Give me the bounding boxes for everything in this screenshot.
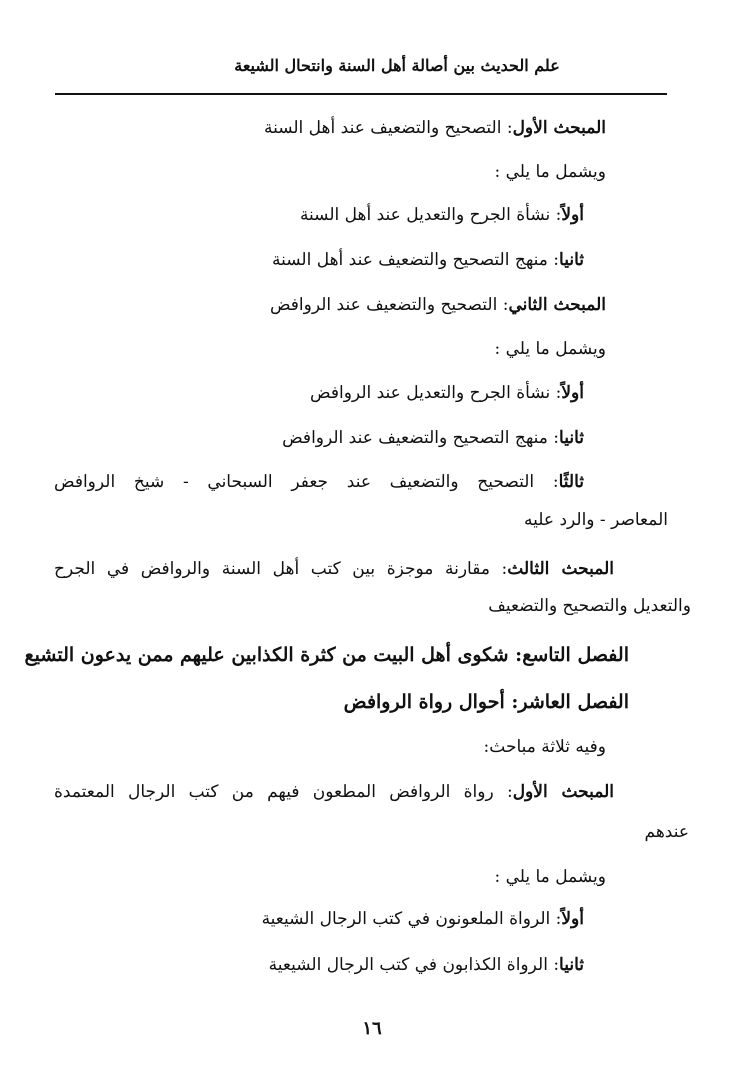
page-number: ١٦ <box>362 1018 382 1039</box>
header-rule <box>55 93 667 95</box>
running-header: علم الحديث بين أصالة أهل السنة وانتحال الشيعة <box>234 56 560 75</box>
toc-line-continuation: والتعديل والتصحيح والتضعيف <box>488 596 691 616</box>
toc-line: ويشمل ما يلي : <box>494 162 606 182</box>
toc-line: أولاً: نشأة الجرح والتعديل عند أهل السنة <box>299 205 584 225</box>
toc-line: ثانيا: منهج التصحيح والتضعيف عند أهل السنة <box>272 250 584 270</box>
toc-line: أولاً: نشأة الجرح والتعديل عند الروافض <box>310 383 584 403</box>
toc-line: ثانيا: منهج التصحيح والتضعيف عند الروافض <box>282 428 584 448</box>
chapter-heading: الفصل التاسع: شكوى أهل البيت من كثرة الكذابين عليهم ممن يدعون التشيع <box>24 644 629 666</box>
toc-line: ويشمل ما يلي : <box>494 339 606 359</box>
toc-line: المبحث الثاني: التصحيح والتضعيف عند الروافض <box>269 295 606 315</box>
toc-line: ثالثًا: التصحيح والتضعيف عند جعفر السبحاني - شيخ الروافض <box>54 472 584 492</box>
toc-line: ثانيا: الرواة الكذابون في كتب الرجال الشيعية <box>268 955 584 975</box>
toc-line-continuation: المعاصر - والرد عليه <box>524 510 668 530</box>
toc-line: المبحث الثالث: مقارنة موجزة بين كتب أهل السنة والروافض في الجرح <box>54 559 615 579</box>
toc-line: المبحث الأول: التصحيح والتضعيف عند أهل السنة <box>263 118 606 138</box>
toc-line-continuation: عندهم <box>644 822 689 842</box>
chapter-heading: الفصل العاشر: أحوال رواة الروافض <box>343 691 629 713</box>
toc-line: وفيه ثلاثة مباحث: <box>483 737 606 757</box>
toc-line: ويشمل ما يلي : <box>494 867 606 887</box>
toc-line: المبحث الأول: رواة الروافض المطعون فيهم من كتب الرجال المعتمدة <box>54 782 614 802</box>
toc-line: أولاً: الرواة الملعونون في كتب الرجال الشيعية <box>261 909 584 929</box>
